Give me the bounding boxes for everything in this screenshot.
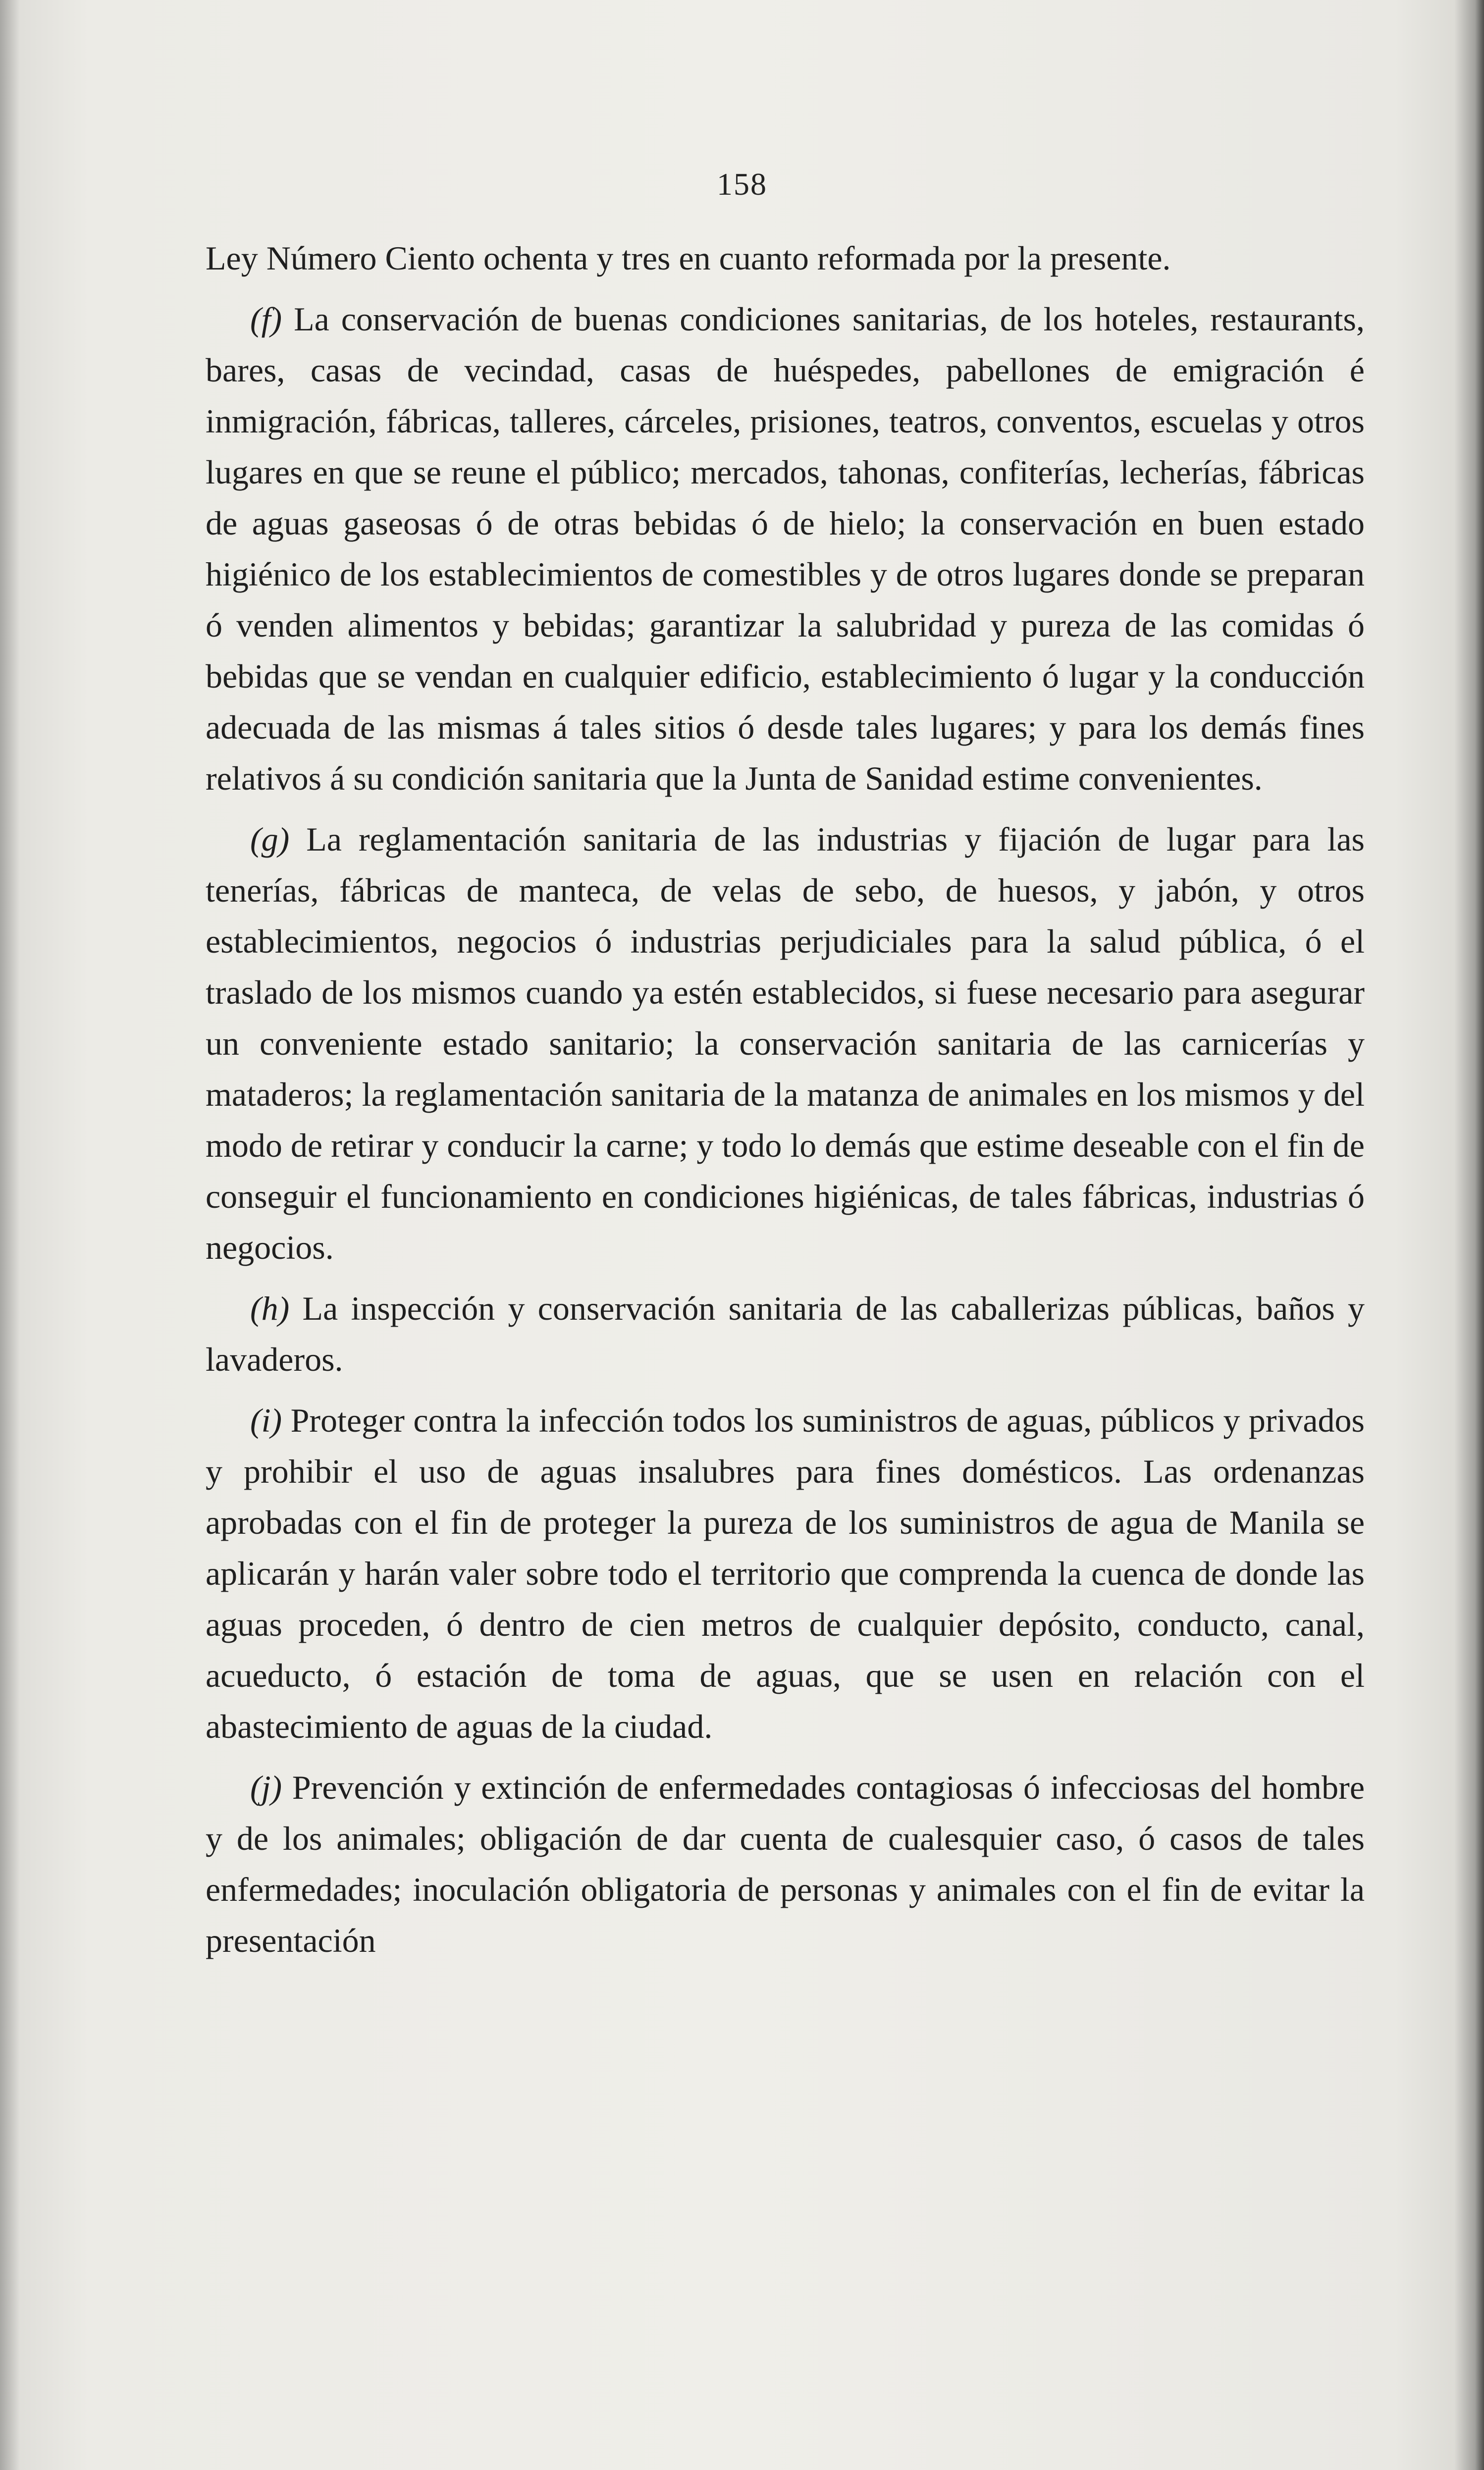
paragraph-marker: (f): [250, 300, 282, 338]
paragraph-marker: (h): [250, 1289, 290, 1327]
paragraph-f: [206, 294, 1365, 804]
page-edge-shadow: [1454, 0, 1484, 2470]
paragraph-i: [206, 1395, 1365, 1752]
paragraph-g: [206, 814, 1365, 1273]
page-number: 158: [717, 166, 767, 202]
paragraph-marker: (j): [250, 1769, 282, 1806]
page-gutter-shadow: [0, 0, 20, 2470]
paragraph-text: Prevención y extinción de enfermedades contagiosas ó infecciosas del hombre y de los animales; obligación de dar cuenta de cualesquier caso, ó casos de tales enfermedades; inoculación obligatoria de personas y animales con el fin de evitar la presentación: [206, 1769, 1365, 1959]
paragraph-text: La inspección y conservación sanitaria de las caballerizas públicas, baños y lavaderos.: [206, 1289, 1365, 1378]
paragraph-continuation: [206, 233, 1365, 284]
paragraph-text: La conservación de buenas condiciones sanitarias, de los hoteles, restaurants, bares, casas de vecindad, casas de huéspedes, pabellones de emigración é inmigración, fábricas, talleres, cárceles, prisiones, teatros, conventos, escuelas y otros lugares en que se reune el público; mercados, tahonas, confiterías, lecherías, fábricas de aguas gaseosas ó de otras bebidas ó de hielo; la conservación en buen estado higiénico de los establecimientos de comestibles y de otros lugares donde se preparan ó venden alimentos y bebidas; garantizar la salubridad y pureza de las comidas ó bebidas que se vendan en cualquier edificio, establecimiento ó lugar y la conducción adecuada de las mismas á tales sitios ó desde tales lugares; y para los demás fines relativos á su condición sanitaria que la Junta de Sanidad estime convenientes.: [206, 300, 1365, 797]
paragraph-h: [206, 1283, 1365, 1385]
paragraph-marker: (i): [250, 1401, 282, 1439]
paragraph-text: Ley Número Ciento ochenta y tres en cuanto reformada por la presente.: [206, 239, 1171, 277]
paragraph-marker: (g): [250, 820, 290, 858]
body-text: [206, 233, 1365, 1976]
paragraph-text: Proteger contra la infección todos los suministros de aguas, públicos y privados y prohibir el uso de aguas insalubres para fines domésticos. Las ordenanzas aprobadas con el fin de proteger la pureza de los suministros de agua de Manila se aplicarán y harán valer sobre todo el territorio que comprenda la cuenca de donde las aguas proceden, ó dentro de cien metros de cualquier depósito, conducto, canal, acueducto, ó estación de toma de aguas, que se usen en relación con el abastecimiento de aguas de la ciudad.: [206, 1401, 1365, 1745]
paragraph-text: La reglamentación sanitaria de las industrias y fijación de lugar para las tenerías, fábricas de manteca, de velas de sebo, de huesos, y jabón, y otros establecimientos, negocios ó industrias perjudiciales para la salud pública, ó el traslado de los mismos cuando ya estén establecidos, si fuese necesario para asegurar un conveniente estado sanitario; la conservación sanitaria de las carnicerías y mataderos; la reglamentación sanitaria de la matanza de animales en los mismos y del modo de retirar y conducir la carne; y todo lo demás que estime deseable con el fin de conseguir el funcionamiento en condiciones higiénicas, de tales fábricas, industrias ó negocios.: [206, 820, 1365, 1266]
paragraph-j: [206, 1762, 1365, 1966]
